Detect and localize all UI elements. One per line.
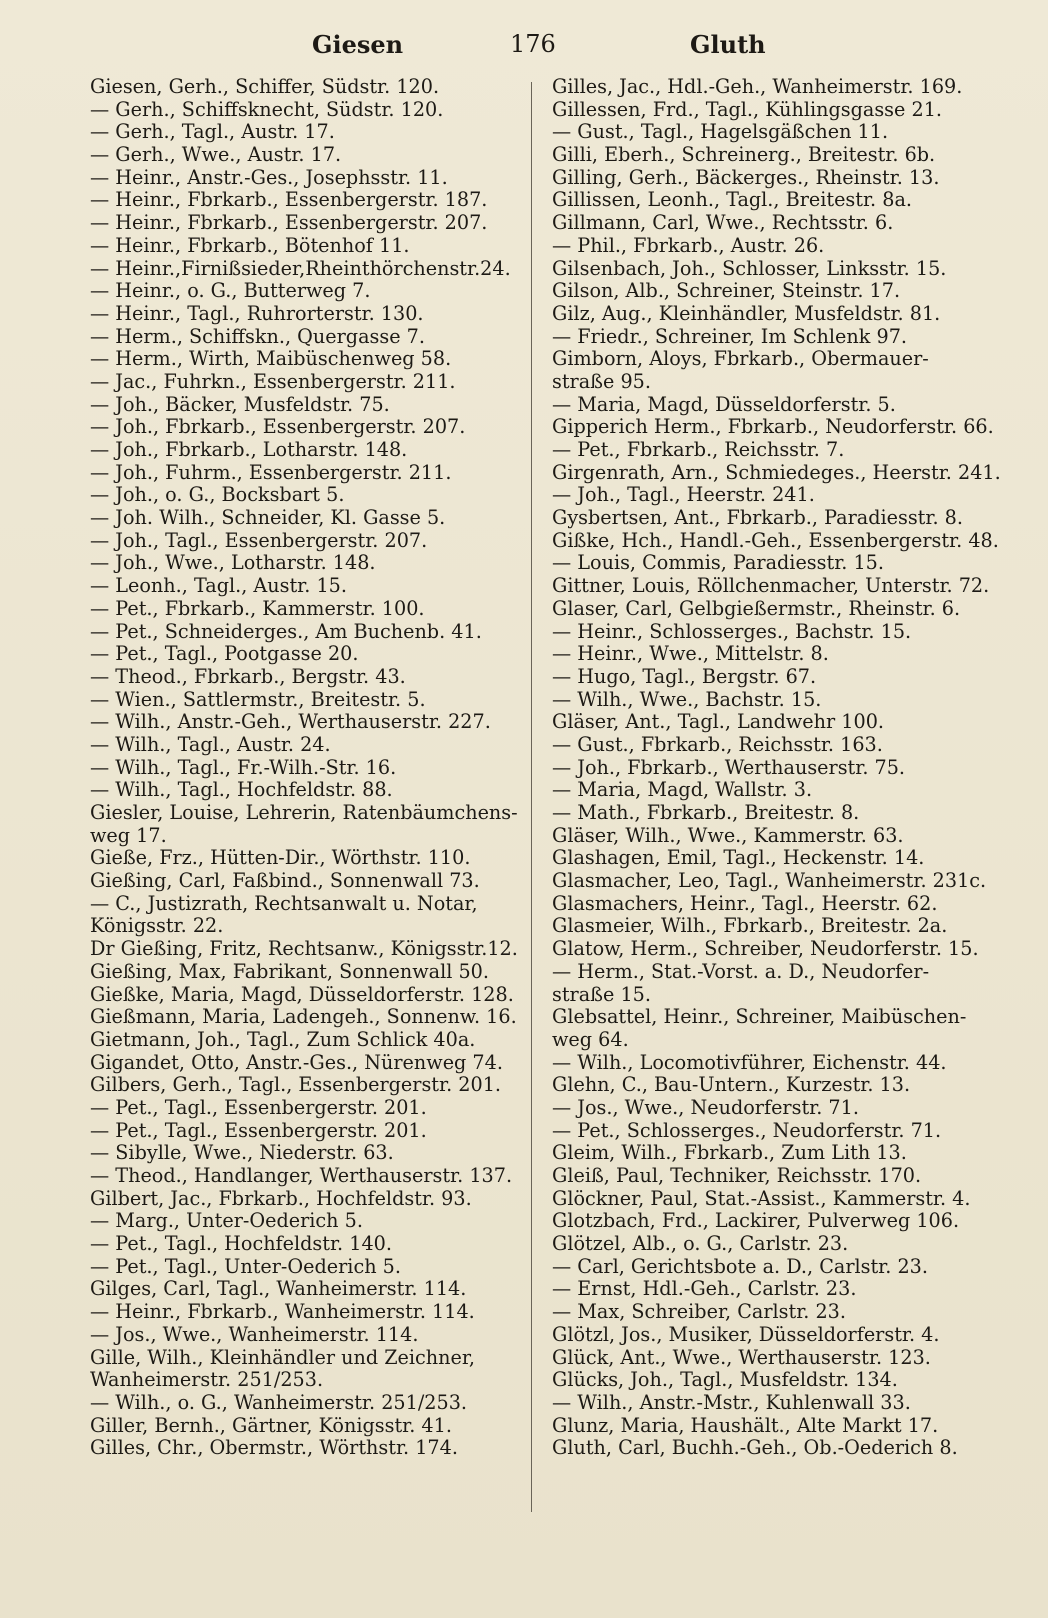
directory-entry-line: — Hugo, Tagl., Bergstr. 67. — [552, 664, 817, 688]
directory-entry-line: Glücks, Joh., Tagl., Musfeldstr. 134. — [552, 1368, 898, 1392]
directory-entry-line: Gysbertsen, Ant., Fbrkarb., Paradiesstr. 8. — [552, 506, 963, 530]
directory-entry-line: Gilbert, Jac., Fbrkarb., Hochfeldstr. 93. — [90, 1186, 472, 1210]
directory-entry-line: — Heinr., Fbrkarb., Essenbergerstr. 207. — [90, 211, 488, 235]
directory-entry-line: — Jos., Wwe., Wanheimerstr. 114. — [90, 1322, 419, 1346]
directory-entry-line: Glück, Ant., Wwe., Werthauserstr. 123. — [552, 1345, 931, 1369]
directory-entry-line: weg 17. — [90, 823, 167, 847]
directory-entry-line: — Herm., Stat.-Vorst. a. D., Neudorfer- — [552, 959, 930, 983]
directory-entry-line: Gilges, Carl, Tagl., Wanheimerstr. 114. — [90, 1277, 467, 1301]
directory-entry-line: Gläser, Ant., Tagl., Landwehr 100. — [552, 710, 885, 734]
directory-entry-line: — Wilh., Tagl., Hochfeldstr. 88. — [90, 778, 393, 802]
directory-entry-line: Gilbers, Gerh., Tagl., Essenbergerstr. 201. — [90, 1073, 502, 1097]
directory-entry-line: Gietmann, Joh., Tagl., Zum Schlick 40a. — [90, 1027, 476, 1051]
directory-entry-line: — Ernst, Hdl.-Geh., Carlstr. 23. — [552, 1277, 857, 1301]
directory-entry-line: Glasmachers, Heinr., Tagl., Heerstr. 62. — [552, 891, 938, 915]
directory-entry-line: — Wilh., Anstr.-Geh., Werthauserstr. 227. — [90, 710, 491, 734]
directory-entry-line: Glunz, Maria, Haushält., Alte Markt 17. — [552, 1413, 939, 1437]
directory-entry-line: — Pet., Tagl., Unter-Oederich 5. — [90, 1254, 401, 1278]
directory-entry-line: — Math., Fbrkarb., Breitestr. 8. — [552, 801, 860, 824]
directory-entry-line: — Pet., Tagl., Hochfeldstr. 140. — [90, 1232, 392, 1256]
header-last-entry: Gluth — [690, 30, 766, 59]
directory-entry-line: Girgenrath, Arn., Schmiedeges., Heerstr. 241. — [552, 460, 1001, 484]
directory-entry-line: — Joh., Fbrkarb., Lotharstr. 148. — [90, 438, 408, 461]
directory-entry-line: — Heinr., Fbrkarb., Bötenhof 11. — [90, 233, 410, 257]
directory-entry-line: Gießke, Maria, Magd, Düsseldorferstr. 128. — [90, 982, 514, 1006]
directory-entry-line: Gilsenbach, Joh., Schlosser, Linksstr. 15. — [552, 256, 947, 280]
directory-entry-line: Gießing, Max, Fabrikant, Sonnenwall 50. — [90, 959, 489, 983]
directory-entry-line: Gilli, Eberh., Schreinerg., Breitestr. 6b. — [552, 143, 936, 167]
directory-entry-line: Gleim, Wilh., Fbrkarb., Zum Lith 13. — [552, 1141, 907, 1165]
directory-entry-line: — Friedr., Schreiner, Im Schlenk 97. — [552, 324, 908, 348]
directory-entry-line: Wanheimerstr. 251/253. — [90, 1368, 324, 1392]
directory-entry-line: — Joh., Wwe., Lotharstr. 148. — [90, 551, 376, 575]
directory-entry-line: Gilles, Chr., Obermstr., Wörthstr. 174. — [90, 1436, 458, 1460]
directory-entry-line: — Gust., Tagl., Hagelsgäßchen 11. — [552, 120, 889, 144]
directory-entry-line: Gilz, Aug., Kleinhändler, Musfeldstr. 81. — [552, 301, 941, 325]
directory-entry-line: — Gust., Fbrkarb., Reichsstr. 163. — [552, 732, 883, 756]
directory-entry-line: — Joh., o. G., Bocksbart 5. — [90, 483, 345, 507]
directory-entry-line: — Joh., Bäcker, Musfeldstr. 75. — [90, 392, 390, 416]
directory-entry-line: Glasmacher, Leo, Tagl., Wanheimerstr. 231c. — [552, 869, 987, 893]
directory-entry-line: Glehn, C., Bau-Untern., Kurzestr. 13. — [552, 1073, 911, 1097]
directory-entry-line: Gilson, Alb., Schreiner, Steinstr. 17. — [552, 279, 901, 303]
directory-entry-line: — Heinr., Tagl., Ruhrorterstr. 130. — [90, 301, 424, 325]
directory-entry-line: — Joh., Tagl., Essenbergerstr. 207. — [90, 528, 428, 552]
directory-entry-line: — Wilh., Wwe., Bachstr. 15. — [552, 687, 822, 711]
directory-entry-line: Gigandet, Otto, Anstr.-Ges., Nürenweg 74. — [90, 1050, 503, 1074]
page-header — [90, 30, 960, 66]
directory-entry-line: — Pet., Tagl., Essenbergerstr. 201. — [90, 1118, 427, 1142]
directory-entry-line: — Joh., Fbrkarb., Essenbergerstr. 207. — [90, 415, 466, 439]
left-column — [90, 76, 520, 1460]
directory-entry-line: Dr Gießing, Fritz, Rechtsanw., Königsstr.12. — [90, 937, 518, 961]
directory-entry-line: — Pet., Schlosserges., Neudorferstr. 71. — [552, 1118, 942, 1142]
directory-entry-line: — Louis, Commis, Paradiesstr. 15. — [552, 551, 884, 575]
directory-entry-line: Glatow, Herm., Schreiber, Neudorferstr. 15. — [552, 937, 979, 961]
directory-entry-line: Königsstr. 22. — [90, 914, 224, 938]
directory-entry-line: — Joh., Fbrkarb., Werthauserstr. 75. — [552, 755, 906, 779]
directory-entry-line: Gillmann, Carl, Wwe., Rechtsstr. 6. — [552, 211, 894, 235]
directory-entry-line: — Wilh., Tagl., Austr. 24. — [90, 732, 331, 756]
right-column — [552, 75, 1001, 1460]
directory-entry-line: — Wilh., Anstr.-Mstr., Kuhlenwall 33. — [552, 1390, 911, 1414]
directory-entry-line: straße 95. — [552, 369, 651, 393]
directory-entry-line: — Joh. Wilh., Schneider, Kl. Gasse 5. — [90, 506, 446, 530]
directory-entry-line: Gipperich Herm., Fbrkarb., Neudorferstr. 66. — [552, 415, 994, 439]
header-first-entry: Giesen — [312, 30, 404, 59]
directory-entry-line: — Wilh., Locomotivführer, Eichenstr. 44. — [552, 1050, 947, 1074]
directory-entry-line: — Pet., Schneiderges., Am Buchenb. 41. — [90, 619, 482, 643]
directory-entry-line: — C., Justizrath, Rechtsanwalt u. Notar, — [90, 891, 478, 915]
directory-entry-line: Glöckner, Paul, Stat.-Assist., Kammerstr. 4. — [552, 1186, 971, 1210]
directory-entry-line: Gittner, Louis, Röllchenmacher, Unterstr. 72. — [552, 574, 990, 598]
directory-entry-line: — Heinr., Schlosserges., Bachstr. 15. — [552, 619, 912, 643]
directory-entry-line: — Pet., Tagl., Essenbergerstr. 201. — [90, 1095, 427, 1119]
directory-entry-line: — Sibylle, Wwe., Niederstr. 63. — [90, 1141, 394, 1165]
directory-entry-line: — Pet., Fbrkarb., Kammerstr. 100. — [90, 596, 425, 620]
directory-entry-line: — Gerh., Schiffsknecht, Südstr. 120. — [90, 97, 444, 121]
directory-entry-line: — Maria, Magd, Wallstr. 3. — [552, 778, 813, 802]
directory-entry-line: — Heinr.,Firnißsieder,Rheinthörchenstr.24. — [90, 256, 511, 280]
directory-entry-line: — Joh., Tagl., Heerstr. 241. — [552, 483, 815, 507]
directory-entry-line: — Joh., Fuhrm., Essenbergerstr. 211. — [90, 460, 452, 484]
directory-entry-line: — Herm., Schiffskn., Quergasse 7. — [90, 324, 425, 348]
directory-entry-line: — Heinr., o. G., Butterweg 7. — [90, 279, 371, 303]
directory-entry-line: — Jac., Fuhrkn., Essenbergerstr. 211. — [90, 369, 456, 393]
directory-entry-line: — Pet., Tagl., Pootgasse 20. — [90, 642, 359, 666]
directory-entry-line: weg 64. — [552, 1027, 629, 1051]
directory-entry-line: — Carl, Gerichtsbote a. D., Carlstr. 23. — [552, 1254, 928, 1278]
directory-entry-line: Gießing, Carl, Faßbind., Sonnenwall 73. — [90, 869, 480, 893]
directory-entry-line: — Gerh., Tagl., Austr. 17. — [90, 120, 335, 144]
directory-entry-line: — Theod., Fbrkarb., Bergstr. 43. — [90, 664, 406, 688]
directory-entry-line: Gißke, Hch., Handl.-Geh., Essenbergerstr. 48. — [552, 528, 999, 552]
directory-entry-line: — Phil., Fbrkarb., Austr. 26. — [552, 233, 825, 257]
directory-entry-line: — Heinr., Anstr.-Ges., Josephsstr. 11. — [90, 165, 448, 189]
directory-entry-line: Gilling, Gerh., Bäckerges., Rheinstr. 13. — [552, 165, 940, 189]
directory-entry-line: — Leonh., Tagl., Austr. 15. — [90, 574, 347, 598]
directory-entry-line: Gieße, Frz., Hütten-Dir., Wörthstr. 110. — [90, 846, 471, 870]
column-divider — [531, 82, 532, 1512]
directory-entry-line: — Theod., Handlanger, Werthauserstr. 137. — [90, 1164, 513, 1187]
directory-entry-line: Glotzbach, Frd., Lackirer, Pulverweg 106. — [552, 1209, 960, 1233]
directory-entry-line: — Heinr., Fbrkarb., Wanheimerstr. 114. — [90, 1300, 475, 1324]
page-number: 176 — [510, 30, 556, 58]
directory-entry-line: — Heinr., Fbrkarb., Essenbergerstr. 187. — [90, 188, 488, 212]
directory-entry-line: — Marg., Unter-Oederich 5. — [90, 1209, 363, 1233]
directory-entry-line: — Jos., Wwe., Neudorferstr. 71. — [552, 1095, 859, 1119]
directory-entry-line: Gläser, Wilh., Wwe., Kammerstr. 63. — [552, 823, 904, 847]
directory-entry-line: Gießmann, Maria, Ladengeh., Sonnenw. 16. — [90, 1005, 517, 1029]
directory-entry-line: Glasmeier, Wilh., Fbrkarb., Breitestr. 2a. — [552, 914, 948, 938]
directory-entry-line: — Maria, Magd, Düsseldorferstr. 5. — [552, 392, 896, 416]
directory-entry-line: Gille, Wilh., Kleinhändler und Zeichner, — [90, 1345, 476, 1369]
directory-entry-line: — Wilh., Tagl., Fr.-Wilh.-Str. 16. — [90, 755, 397, 779]
directory-entry-line: — Herm., Wirth, Maibüschenweg 58. — [90, 347, 452, 371]
directory-entry-line: Gluth, Carl, Buchh.-Geh., Ob.-Oederich 8. — [552, 1436, 958, 1460]
directory-entry-line: Gilles, Jac., Hdl.-Geh., Wanheimerstr. 169. — [552, 75, 963, 98]
directory-entry-line: Giesen, Gerh., Schiffer, Südstr. 120. — [90, 75, 440, 98]
directory-entry-line: Glashagen, Emil, Tagl., Heckenstr. 14. — [552, 846, 925, 870]
directory-entry-line: — Gerh., Wwe., Austr. 17. — [90, 143, 342, 167]
directory-entry-line: Gillessen, Frd., Tagl., Kühlingsgasse 21. — [552, 97, 942, 121]
directory-entry-line: straße 15. — [552, 982, 651, 1006]
directory-entry-line: — Wien., Sattlermstr., Breitestr. 5. — [90, 687, 426, 711]
directory-entry-line: Gimborn, Aloys, Fbrkarb., Obermauer- — [552, 347, 929, 371]
directory-entry-line: — Max, Schreiber, Carlstr. 23. — [552, 1300, 846, 1324]
directory-entry-line: Glötzel, Alb., o. G., Carlstr. 23. — [552, 1232, 849, 1256]
directory-entry-line: Gillissen, Leonh., Tagl., Breitestr. 8a. — [552, 188, 912, 212]
directory-entry-line: — Heinr., Wwe., Mittelstr. 8. — [552, 642, 829, 666]
directory-entry-line: Glötzl, Jos., Musiker, Düsseldorferstr. 4. — [552, 1322, 940, 1346]
directory-entry-line: Giller, Bernh., Gärtner, Königsstr. 41. — [90, 1413, 452, 1437]
directory-entry-line: Glaser, Carl, Gelbgießermstr., Rheinstr. 6. — [552, 596, 961, 620]
directory-entry-line: Gleiß, Paul, Techniker, Reichsstr. 170. — [552, 1164, 922, 1187]
directory-entry-line: Glebsattel, Heinr., Schreiner, Maibüschen- — [552, 1005, 967, 1029]
directory-entry-line: Giesler, Louise, Lehrerin, Ratenbäumchens- — [90, 801, 518, 824]
directory-entry-line: — Pet., Fbrkarb., Reichsstr. 7. — [552, 438, 845, 461]
directory-entry-line: — Wilh., o. G., Wanheimerstr. 251/253. — [90, 1390, 468, 1414]
